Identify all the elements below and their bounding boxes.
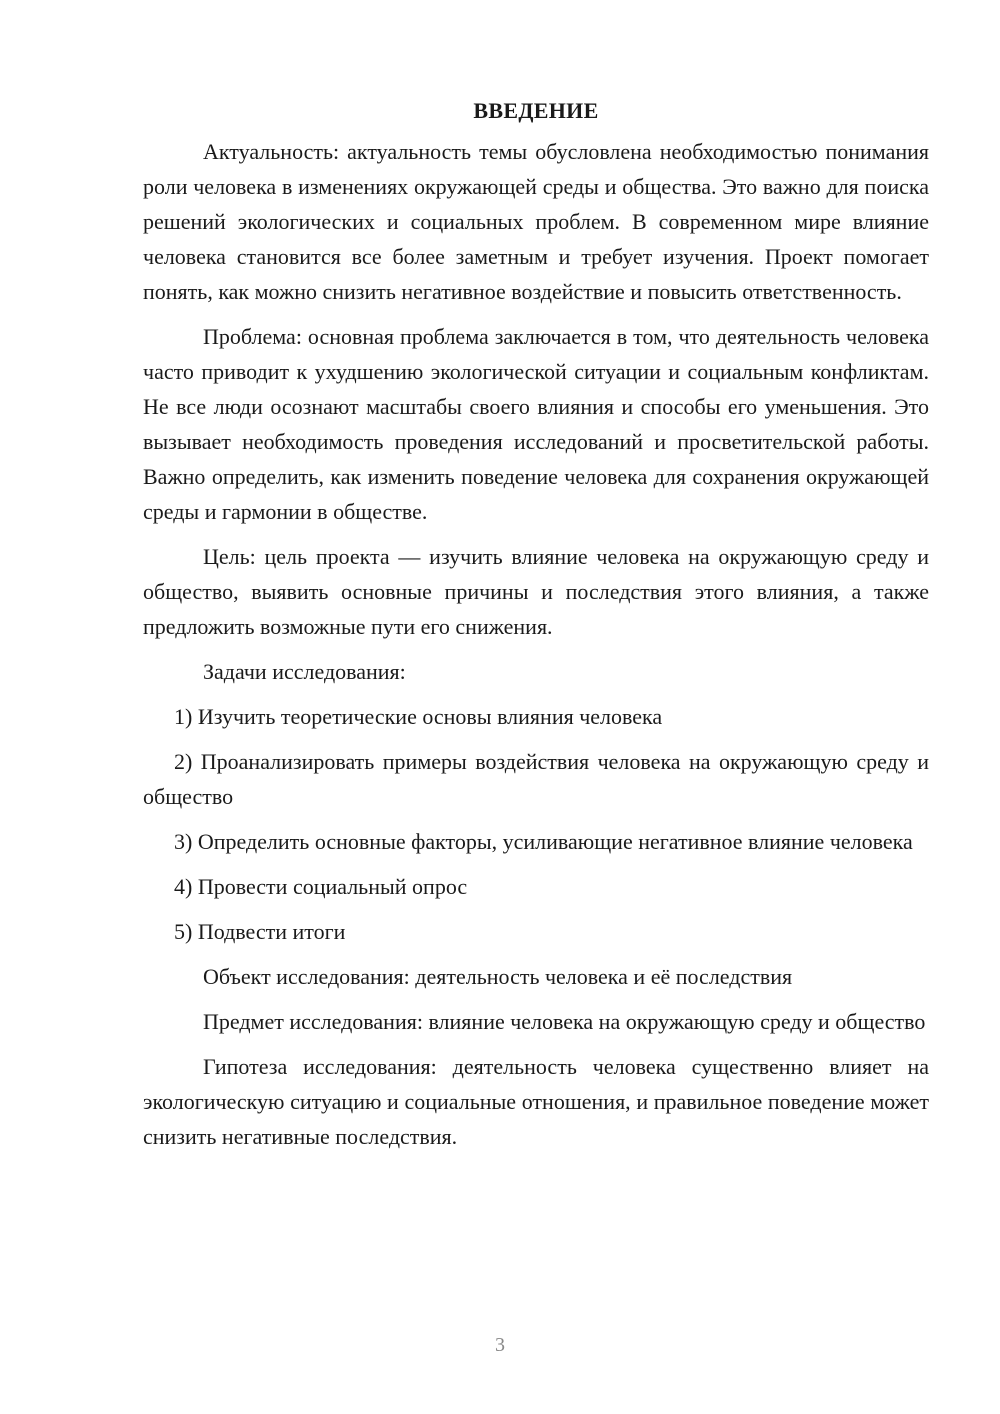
paragraph-hypothesis: Гипотеза исследования: деятельность человека существенно влияет на экологическую ситуацию и социальные отношения, и правильное поведение может снизить негативные последствия. [143,1054,929,1149]
paragraph-problem: Проблема: основная проблема заключается в том, что деятельность человека часто приводит к ухудшению экологической ситуации и социальным конфликтам. Не все люди осознают масштабы своего влияния и способы его уменьшения. Это вызывает необходимость проведения исследований и просветительской работы. Важно определить, как изменить поведение человека для сохранения окружающей среды и гармонии в обществе. [143,324,929,524]
task-item: 2) Проанализировать примеры воздействия человека на окружающую среду и общество [143,749,929,809]
task-item: 1) Изучить теоретические основы влияния человека [174,704,663,729]
task-item: 4) Провести социальный опрос [174,874,468,899]
document-page [143,96,929,1164]
task-list [143,699,929,949]
paragraph-relevance: Актуальность: актуальность темы обусловлена необходимостью понимания роли человека в изменениях окружающей среды и общества. Это важно для поиска решений экологических и социальных проблем. В современном мире влияние человека становится все более заметным и требует изучения. Проект помогает понять, как можно снизить негативное воздействие и повысить ответственность. [143,139,929,304]
paragraph-tasks-heading: Задачи исследования: [203,659,406,684]
paragraph-object: Объект исследования: деятельность человека и её последствия [203,964,793,989]
task-item: 5) Подвести итоги [174,919,346,944]
task-item: 3) Определить основные факторы, усиливающие негативное влияние человека [174,829,913,854]
paragraph-subject: Предмет исследования: влияние человека на окружающую среду и общество [203,1009,926,1034]
paragraph-goal: Цель: цель проекта — изучить влияние человека на окружающую среду и общество, выявить основные причины и последствия этого влияния, а также предложить возможные пути его снижения. [143,544,929,639]
page-number: 3 [495,1334,505,1356]
page-title: ВВЕДЕНИЕ [473,98,599,123]
